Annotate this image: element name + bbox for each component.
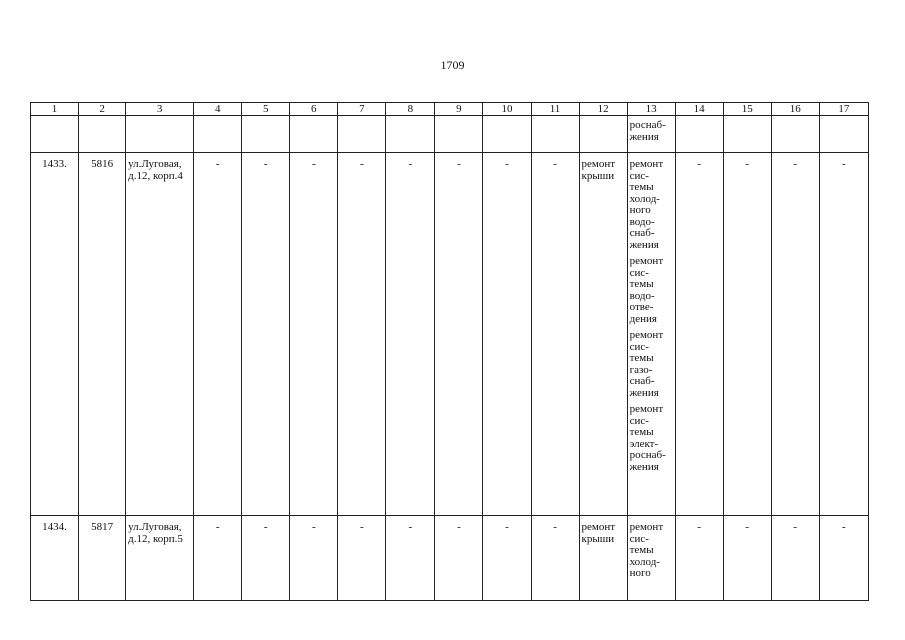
dash-cell: - <box>483 516 531 601</box>
dash-cell: - <box>771 153 819 516</box>
continuation-cell-17 <box>819 116 868 153</box>
row-code: 5816 <box>79 153 126 516</box>
dash-cell: - <box>194 516 242 601</box>
continuation-cell-14 <box>675 116 723 153</box>
dash-cell: - <box>386 153 435 516</box>
dash-cell: - <box>338 153 386 516</box>
dash-cell: - <box>819 153 868 516</box>
column-header-14: 14 <box>675 103 723 116</box>
table-row <box>31 153 869 516</box>
column-number-header-row <box>31 103 869 116</box>
column-header-16: 16 <box>771 103 819 116</box>
dash-cell: - <box>819 516 868 601</box>
dash-cell: - <box>675 516 723 601</box>
column-header-6: 6 <box>290 103 338 116</box>
dash-cell: - <box>531 153 579 516</box>
continuation-cell-16 <box>771 116 819 153</box>
dash-cell: - <box>194 153 242 516</box>
continuation-cell-7 <box>338 116 386 153</box>
dash-cell: - <box>242 516 290 601</box>
continuation-cell-6 <box>290 116 338 153</box>
dash-cell: - <box>386 516 435 601</box>
dash-cell: - <box>723 516 771 601</box>
dash-cell: - <box>290 516 338 601</box>
dash-cell: - <box>771 516 819 601</box>
dash-cell: - <box>675 153 723 516</box>
column-header-15: 15 <box>723 103 771 116</box>
continuation-cell-10 <box>483 116 531 153</box>
column-header-9: 9 <box>435 103 483 116</box>
work-item: ремонт сис- темы холод- ного <box>629 521 664 579</box>
dash-cell: - <box>338 516 386 601</box>
continuation-cell-15 <box>723 116 771 153</box>
row-number: 1434. <box>31 516 79 601</box>
column-header-17: 17 <box>819 103 868 116</box>
column-header-3: 3 <box>126 103 194 116</box>
continuation-cell-8 <box>386 116 435 153</box>
page-number: 1709 <box>440 58 465 72</box>
column-header-1: 1 <box>31 103 79 116</box>
dash-cell: - <box>242 153 290 516</box>
column-header-2: 2 <box>79 103 126 116</box>
work-item: ремонт сис- темы холод- ного водо- снаб- жения <box>629 158 664 251</box>
work-item: ремонт сис- темы водо- отве- дения <box>629 255 664 325</box>
continuation-cell-12 <box>579 116 627 153</box>
row-address: ул.Луговая, д.12, корп.5 <box>126 516 194 601</box>
work-types-systems <box>627 153 675 516</box>
work-type-roof: ремонт крыши <box>579 516 627 601</box>
work-types-systems <box>627 516 675 601</box>
continuation-cell-11 <box>531 116 579 153</box>
continuation-row <box>31 116 869 153</box>
column-header-5: 5 <box>242 103 290 116</box>
dash-cell: - <box>483 153 531 516</box>
column-header-8: 8 <box>386 103 435 116</box>
row-number: 1433. <box>31 153 79 516</box>
work-item: ремонт сис- темы газо- снаб- жения <box>629 329 664 399</box>
continuation-cell-13: роснаб- жения <box>627 116 675 153</box>
continuation-cell-4 <box>194 116 242 153</box>
column-header-7: 7 <box>338 103 386 116</box>
dash-cell: - <box>290 153 338 516</box>
column-header-12: 12 <box>579 103 627 116</box>
row-address: ул.Луговая, д.12, корп.4 <box>126 153 194 516</box>
dash-cell: - <box>723 153 771 516</box>
column-header-13: 13 <box>627 103 675 116</box>
column-header-11: 11 <box>531 103 579 116</box>
continuation-cell-5 <box>242 116 290 153</box>
continuation-cell-3 <box>126 116 194 153</box>
work-item: ремонт сис- темы элект- роснаб- жения <box>629 403 666 473</box>
continuation-cell-1 <box>31 116 79 153</box>
dash-cell: - <box>531 516 579 601</box>
register-table <box>30 102 869 601</box>
dash-cell: - <box>435 153 483 516</box>
column-header-10: 10 <box>483 103 531 116</box>
continuation-cell-2 <box>79 116 126 153</box>
row-code: 5817 <box>79 516 126 601</box>
continuation-cell-9 <box>435 116 483 153</box>
column-header-4: 4 <box>194 103 242 116</box>
work-type-roof: ремонт крыши <box>579 153 627 516</box>
dash-cell: - <box>435 516 483 601</box>
table-row <box>31 516 869 601</box>
